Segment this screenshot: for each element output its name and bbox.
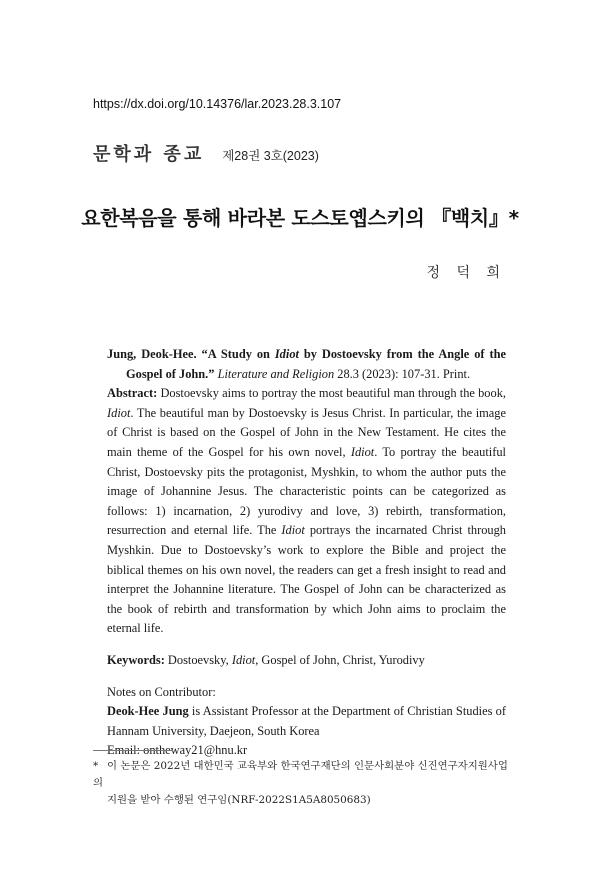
footnote-divider <box>93 750 173 751</box>
journal-header <box>93 140 319 166</box>
abstract-text-4: portrays the incarnated Christ through Myshkin. Due to Dostoevsky’s work to explore the Bible and project the biblical themes on his own novel, the readers can get a fresh insight to read and interpret the Johannine literature. The Gospel of John can be characterized as the book of rebirth and transformation by which John aims to proclaim the eternal life. <box>107 523 506 636</box>
citation-authors: Jung, Deok-Hee. <box>107 347 197 361</box>
citation-title-post: by Dostoevsky from the Angle of the Gospel of John.” <box>126 347 506 381</box>
abstract <box>107 384 506 639</box>
contributor-bio-text: is Assistant Professor at the Department of Christian Studies of Hannam University, Daejeon, South Korea <box>107 704 506 738</box>
abstract-text-2: . The beautiful man by Dostoevsky is Jesus Christ. In particular, the image of Christ is based on the Gospel of John in the New Testament. He cites the main theme of the Gospel for his own novel, <box>107 405 506 459</box>
footnote-line-2: 지원을 받아 수행된 연구임(NRF-2022S1A5A8050683) <box>107 794 371 806</box>
citation-title-pre: “A Study on <box>201 347 275 361</box>
citation-title-italic: Idiot <box>274 347 299 361</box>
footnote <box>93 758 513 809</box>
contributor-bio <box>107 702 506 741</box>
footnote-text-1: 이 논문은 2022년 대한민국 교육부와 한국연구재단의 인문사회분야 신진연구자지원사업의 <box>93 760 508 789</box>
footnote-line-1 <box>93 758 513 792</box>
citation <box>107 345 506 384</box>
article-author: 정 덕 희 <box>426 265 506 281</box>
keywords-italic: Idiot <box>231 652 256 667</box>
footnote-mark: * <box>93 760 99 772</box>
contributor-name: Deok-Hee Jung <box>107 704 189 719</box>
citation-details: 28.3 (2023): 107-31. Print. <box>334 366 471 381</box>
abstract-label: Abstract: <box>107 386 158 401</box>
journal-issue: 제28권 3호(2023) <box>222 149 319 163</box>
abstract-italic-3: Idiot <box>281 523 305 538</box>
contributor-heading: Notes on Contributor: <box>107 684 216 699</box>
doi-link[interactable]: https://dx.doi.org/10.14376/lar.2023.28.3.107 <box>93 97 342 111</box>
abstract-italic-2: Idiot <box>350 444 375 459</box>
keywords-text-1: Dostoevsky, <box>164 652 232 667</box>
abstract-text-1: Dostoevsky aims to portray the most beautiful man through the book, <box>157 386 506 401</box>
journal-logo: 문학과 종교 <box>93 144 205 165</box>
keywords-text-2: , Gospel of John, Christ, Yurodivy <box>255 652 425 667</box>
abstract-text-3: . To portray the beautiful Christ, Dostoevsky pits the protagonist, Myshkin, to whom the author puts the image of Johannine Jesus. The characteristic points can be categorized as follows: 1) incarnation, 2) yurodivy and love, 3) rebirth, transformation, resurrection and eternal life. The <box>107 444 506 538</box>
contributor-email[interactable]: Email: ontheway21@hnu.kr <box>107 743 248 758</box>
keywords <box>107 651 506 671</box>
article-front-matter <box>107 345 506 761</box>
article-title: 요한복음을 통해 바라본 도스토옙스키의 『백치』* <box>81 206 519 230</box>
citation-journal: Literature and Religion <box>217 366 335 381</box>
abstract-italic-1: Idiot <box>107 405 131 420</box>
keywords-label: Keywords: <box>107 652 165 667</box>
